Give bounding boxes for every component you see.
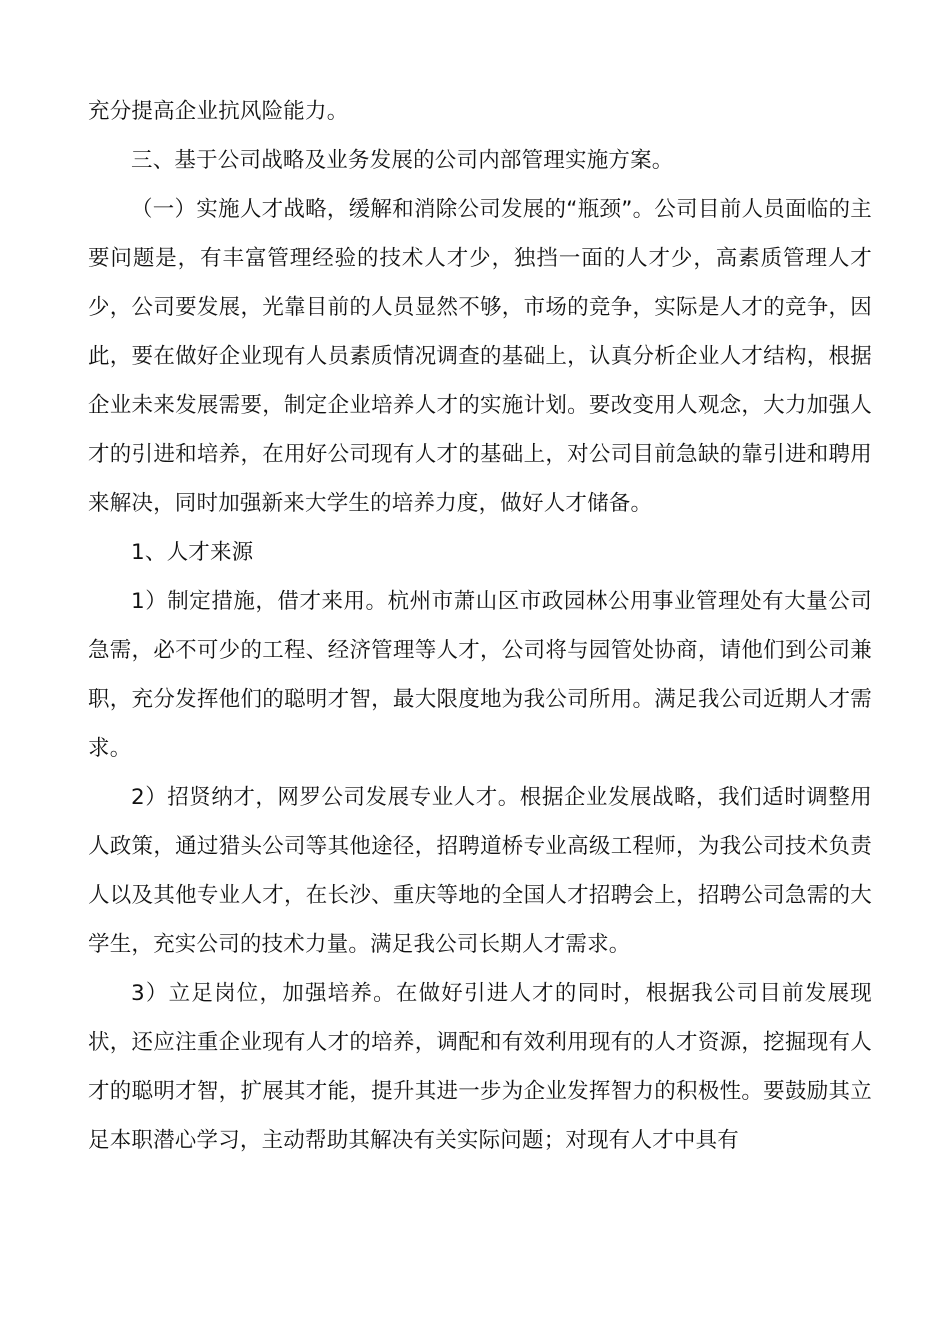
paragraph-continuation: 充分提高企业抗风险能力。 [88, 99, 349, 124]
section-heading-three: 三、基于公司战略及业务发展的公司内部管理实施方案。 [131, 148, 674, 173]
paragraph-item-2: 2）招贤纳才，网罗公司发展专业人才。根据企业发展战略，我们适时调整用人政策，通过猎头公司等其他途径，招聘道桥专业高级工程师，为我公司技术负责人以及其他专业人才，在长沙、重庆等地的全国人才招聘会上，招聘公司急需的大学生，充实公司的技术力量。满足我公司长期人才需求。 [88, 785, 872, 957]
document-body [88, 87, 872, 1165]
paragraph-talent-strategy: （一）实施人才战略，缓解和消除公司发展的“瓶颈”。公司目前人员面临的主要问题是，有丰富管理经验的技术人才少，独挡一面的人才少，高素质管理人才少，公司要发展，光靠目前的人员显然不够，市场的竞争，实际是人才的竞争，因此，要在做好企业现有人员素质情况调查的基础上，认真分析企业人才结构，根据企业未来发展需要，制定企业培养人才的实施计划。要改变用人观念，大力加强人才的引进和培养，在用好公司现有人才的基础上，对公司目前急缺的靠引进和聘用来解决，同时加强新来大学生的培养力度，做好人才储备。 [88, 197, 872, 516]
subheading-talent-sources: 1、人才来源 [131, 540, 254, 565]
paragraph-item-3: 3）立足岗位，加强培养。在做好引进人才的同时，根据我公司目前发展现状，还应注重企业现有人才的培养，调配和有效利用现有的人才资源，挖掘现有人才的聪明才智，扩展其才能，提升其进一步为企业发挥智力的积极性。要鼓励其立足本职潜心学习，主动帮助其解决有关实际问题；对现有人才中具有 [88, 981, 872, 1153]
paragraph-item-1: 1）制定措施，借才来用。杭州市萧山区市政园林公用事业管理处有大量公司急需，必不可少的工程、经济管理等人才，公司将与园管处协商，请他们到公司兼职，充分发挥他们的聪明才智，最大限度地为我公司所用。满足我公司近期人才需求。 [88, 589, 872, 761]
